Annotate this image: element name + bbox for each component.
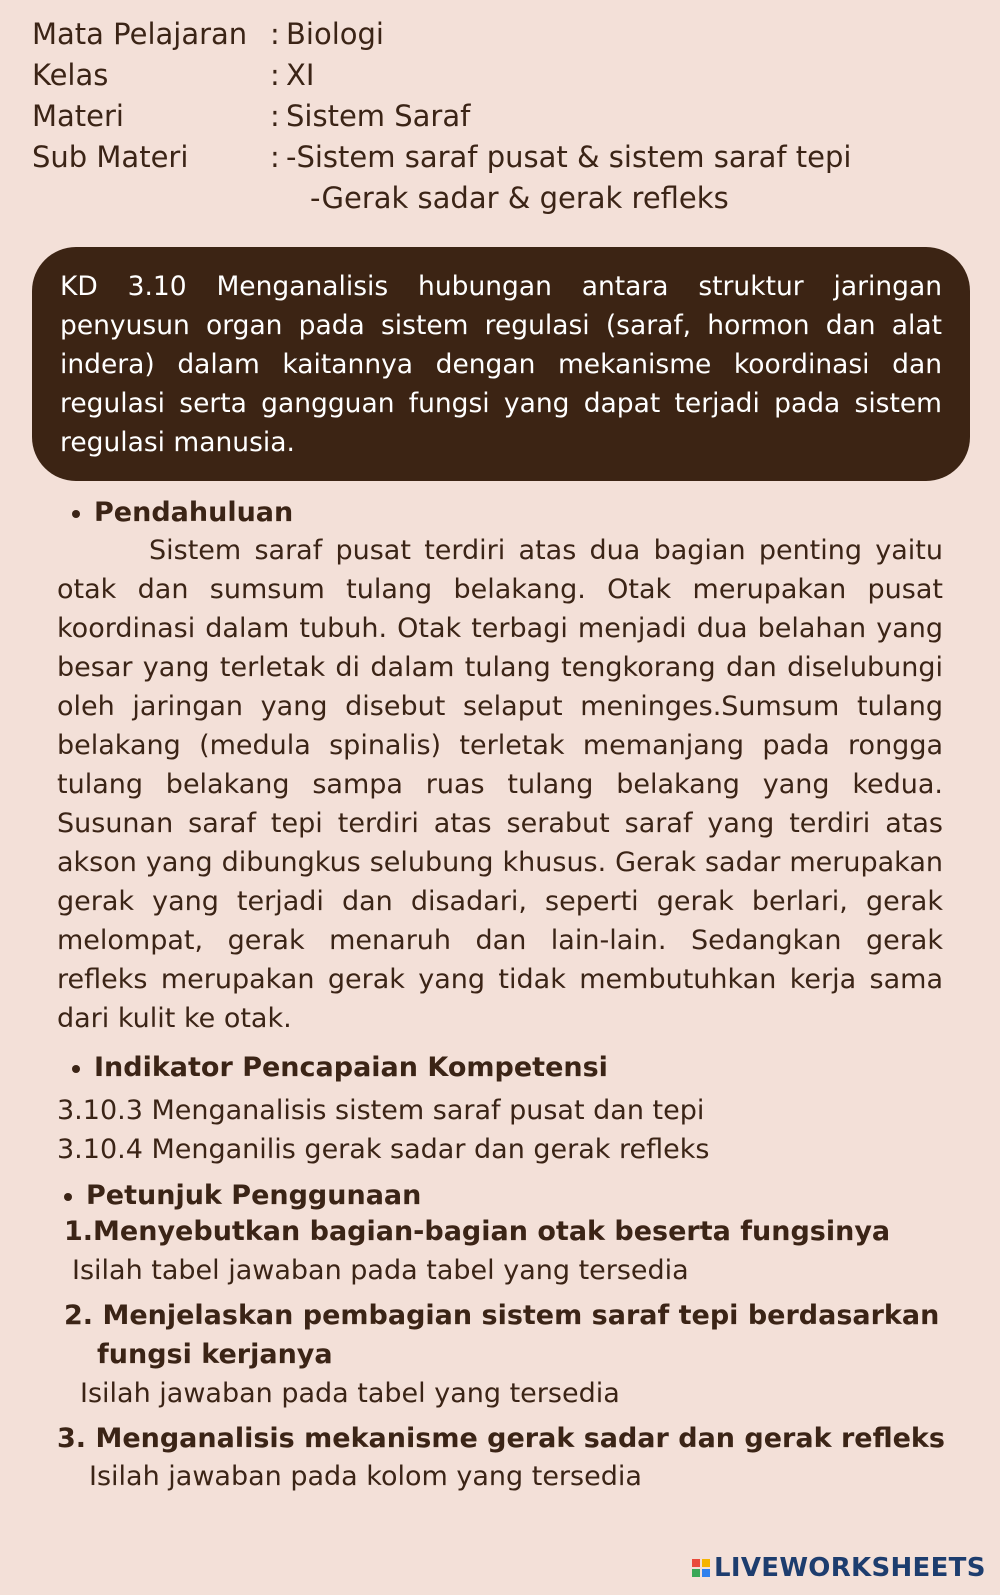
meta-row-submaterial [32, 137, 851, 178]
bullet-icon [72, 1065, 80, 1073]
step-2-title-cont: fungsi kerjanya [97, 1339, 333, 1370]
meta-separator: : [270, 140, 280, 174]
meta-block [32, 14, 851, 219]
step-1-desc: Isilah tabel jawaban pada tabel yang tersedia [72, 1255, 689, 1286]
petunjuk-heading-text: Petunjuk Penggunaan [86, 1180, 422, 1211]
pendahuluan-paragraph [57, 531, 943, 1038]
indikator-item: 3.10.4 Menganilis gerak sadar dan gerak refleks [57, 1134, 710, 1165]
meta-row-submaterial-extra [32, 178, 851, 219]
step-title-text: Menyebutkan bagian-bagian otak beserta fungsinya [93, 1216, 891, 1247]
meta-key: Materi [32, 99, 124, 133]
pendahuluan-heading-text: Pendahuluan [94, 497, 294, 528]
meta-separator: : [270, 58, 280, 92]
indikator-heading [72, 1052, 608, 1083]
meta-row-material [32, 96, 851, 137]
meta-value: XI [286, 58, 315, 92]
meta-key: Kelas [32, 58, 109, 92]
step-3-title [57, 1419, 945, 1458]
step-2-title [64, 1296, 939, 1335]
logo-icon [692, 1559, 710, 1577]
meta-value: Biologi [286, 17, 384, 51]
indikator-item: 3.10.3 Menganalisis sistem saraf pusat dan tepi [57, 1095, 705, 1126]
meta-separator: : [270, 17, 280, 51]
kd-box: KD 3.10 Menganalisis hubungan antara struktur jaringan penyusun organ pada sistem regulasi (saraf, hormon dan alat indera) dalam kaitannya dengan mekanisme koordinasi dan regulasi serta gangguan fungsi yang dapat terjadi pada sistem regulasi manusia. [32, 247, 970, 481]
step-title-text: Menjelaskan pembagian sistem saraf tepi berdasarkan [102, 1300, 940, 1331]
meta-value: -Gerak sadar & gerak refleks [310, 181, 729, 215]
step-number: 2. [64, 1300, 94, 1331]
step-title-text: Menganalisis mekanisme gerak sadar dan gerak refleks [95, 1423, 945, 1454]
logo-text: LIVEWORKSHEETS [714, 1553, 986, 1583]
meta-key: Mata Pelajaran [32, 17, 248, 51]
step-number: 3. [57, 1423, 87, 1454]
petunjuk-heading [64, 1180, 421, 1211]
meta-value: -Sistem saraf pusat & sistem saraf tepi [286, 140, 852, 174]
meta-value: Sistem Saraf [286, 99, 471, 133]
step-3-desc: Isilah jawaban pada kolom yang tersedia [89, 1461, 642, 1492]
step-number: 1. [64, 1216, 94, 1247]
bullet-icon [72, 510, 80, 518]
meta-row-subject [32, 14, 851, 55]
pendahuluan-heading [72, 497, 293, 528]
pendahuluan-text: Sistem saraf pusat terdiri atas dua bagian penting yaitu otak dan sumsum tulang belakang. Otak merupakan pusat koordinasi dalam tubuh. Otak terbagi menjadi dua belahan yang besar yang terletak di dalam tulang tengkorang dan diselubungi oleh jaringan yang disebut selaput meninges.Sumsum tulang belakang (medula spinalis) terletak memanjang pada rongga tulang belakang sampa ruas tulang belakang yang kedua. Susunan saraf tepi terdiri atas serabut saraf yang terdiri atas akson yang dibungkus selubung khusus. Gerak sadar merupakan gerak yang terjadi dan disadari, seperti gerak berlari, gerak melompat, gerak menaruh dan lain-lain. Sedangkan gerak refleks merupakan gerak yang tidak membutuhkan kerja sama dari kulit ke otak. [57, 535, 943, 1034]
meta-key: Sub Materi [32, 140, 189, 174]
indikator-heading-text: Indikator Pencapaian Kompetensi [94, 1052, 608, 1083]
meta-separator: : [270, 99, 280, 133]
step-2-desc: Isilah jawaban pada tabel yang tersedia [80, 1378, 620, 1409]
meta-row-class [32, 55, 851, 96]
bullet-icon [64, 1193, 72, 1201]
liveworksheets-logo[interactable] [692, 1553, 986, 1583]
step-1-title [64, 1212, 890, 1251]
